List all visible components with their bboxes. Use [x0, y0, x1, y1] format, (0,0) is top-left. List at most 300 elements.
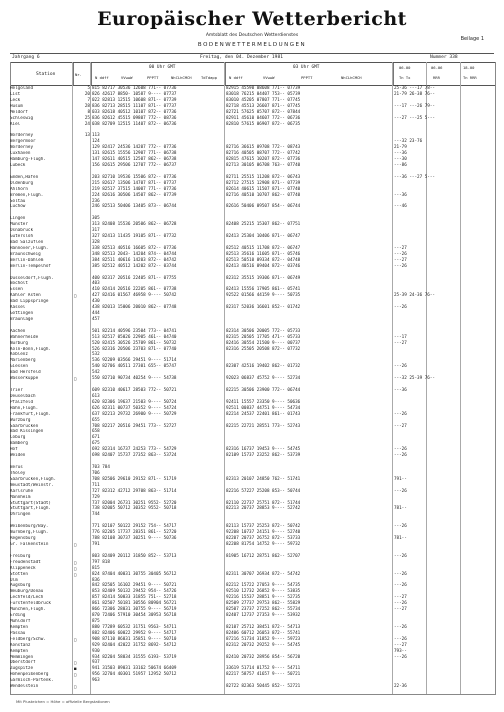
header-group-3b: 06-06 — [431, 65, 443, 70]
station-name: Mühldorf — [10, 618, 31, 624]
station-name: Feldberg/Schw. — [10, 636, 46, 642]
obs-00: 328 — [92, 239, 100, 245]
station-name: Würzburg — [10, 417, 31, 423]
station-name: Öhringen — [10, 512, 31, 518]
station-name: Garmisch-Partenk. — [10, 678, 54, 684]
station-name: Bamberg — [10, 441, 28, 447]
obs-00: 882 82406 60022 29952 9---- 54717 — [92, 630, 177, 636]
obs-00: 236 — [92, 198, 100, 204]
obs-03: 82915 45590 08608 771-- 07739 — [226, 86, 301, 91]
station-marker: □ — [74, 565, 77, 571]
obs-00: 744 — [92, 512, 100, 518]
obs-03: 92511 00837 44751 9---- 54734 — [226, 405, 301, 411]
obs-03: 82212 15722 27053 9---- 54735 — [226, 583, 301, 589]
obs-00: 711 — [92, 482, 100, 488]
station-name: Bad Hersfeld — [10, 370, 41, 376]
station-name: Gütersloh — [10, 234, 34, 240]
table-header — [10, 62, 496, 86]
obs-00: 937 — [92, 660, 100, 666]
station-name: Leck — [10, 97, 21, 103]
obs-00: 613 — [92, 393, 100, 399]
obs-extremes: 21-79 — [394, 145, 407, 151]
obs-00: 963 — [92, 678, 100, 684]
station-name: Husum — [10, 103, 23, 109]
station-marker: □ — [74, 672, 77, 678]
obs-00: 788 82108 30737 30251 9---- 50736 — [92, 536, 177, 542]
obs-03: 82214 24537 22401 861-- 01743 — [226, 411, 301, 417]
station-table — [10, 86, 494, 690]
obs-00: 692 82314 16737 24253 773-- 54729 — [92, 447, 177, 453]
obs-extremes: ---17 — [394, 334, 407, 340]
obs-extremes: ---27 ---25 5--- — [394, 115, 435, 121]
obs-00: 540 82706 40511 27301 655-- 05747 — [92, 364, 177, 370]
station-name: Braunschweig — [10, 251, 41, 257]
obs-00: 536 92209 03566 29451 9---- 51714 — [92, 358, 177, 364]
obs-03: 92411 15557 23350 9---- 50636 — [226, 399, 301, 405]
table-row — [10, 684, 494, 690]
obs-extremes: ---26 — [394, 583, 407, 589]
obs-extremes: ---26 — [394, 571, 407, 577]
station-name: Kahler Asten — [10, 293, 41, 299]
station-name: Bad Kissingen — [10, 429, 44, 435]
obs-03: 82216 57227 25208 853-- 50744 — [226, 488, 301, 494]
obs-03: 82810 57615 06907 872-- 06735 — [226, 121, 301, 127]
obs-03: 82317 52036 16601 852-- 01742 — [226, 305, 301, 311]
station-name: Wasserkuppe — [10, 376, 39, 382]
obs-extremes: 22-36 — [394, 684, 407, 690]
station-name: Bergermoor — [10, 139, 36, 145]
station-marker: □ — [74, 571, 77, 577]
obs-03: 82413 40516 09404 872-- 03746 — [226, 263, 301, 269]
obs-extremes: ---27 — [394, 423, 407, 429]
obs-00: 956 32704 40301 51957 12952 50712 — [92, 672, 177, 678]
station-name: Mannheim — [10, 494, 31, 500]
obs-03: 82316 16737 19453 9---- 54745 — [226, 447, 301, 453]
obs-extremes: 781-- — [394, 536, 407, 542]
station-marker: □ — [74, 684, 77, 690]
obs-00: 815 — [92, 565, 100, 571]
station-name: Bad Lippspringe — [10, 299, 49, 305]
obs-03: 87216 51734 31852 9---- 59723 — [226, 636, 301, 642]
obs-extremes: ---26 — [394, 553, 407, 559]
station-name: Neuburg/Donau — [10, 589, 44, 595]
obs-00: 203 82710 19536 15506 872-- 07736 — [92, 174, 177, 180]
station-name: Karlsruhe — [10, 488, 34, 494]
header-station: Station — [36, 72, 56, 77]
obs-00: 438 82013 15006 20010 862-- 07748 — [92, 305, 177, 311]
station-name: Göttingen — [10, 311, 34, 317]
datum: Freitag, den 04. Dezember 1981 — [200, 55, 283, 60]
station-name: Nürburg — [10, 340, 28, 346]
header-group-1: 00 Uhr GMT — [149, 65, 176, 70]
station-name: Berlin-Tempelhof — [10, 263, 51, 269]
obs-extremes: ---27 — [394, 642, 407, 648]
h3-c2: Tn RRR — [463, 75, 477, 80]
obs-extremes: ---26 — [394, 488, 407, 494]
obs-00: 246 82513 50406 13405 873-- 06744 — [92, 204, 177, 210]
station-name: Wendelstein — [10, 684, 39, 690]
station-marker: □ — [74, 660, 77, 666]
header-group-3c: 18-00 — [463, 65, 475, 70]
station-marker: □ — [74, 376, 77, 382]
obs-03: 82513 50510 09334 872-- 04748 — [226, 257, 301, 263]
section-title: BODENWETTERMELDUNGEN — [197, 42, 307, 48]
obs-00: 875 — [92, 618, 100, 624]
obs-03: 82512 40515 11708 872-- 06747 — [226, 245, 301, 251]
obs-00: 430 — [92, 299, 100, 305]
obs-03: 82616 50406 09507 854-- 06744 — [226, 204, 301, 210]
station-name: Aachen — [10, 328, 26, 334]
obs-00: 620 82306 19637 21503 9---- 50724 — [92, 399, 177, 405]
obs-00: 131 82615 15556 12907 771-- 06738 — [92, 151, 177, 157]
h1-c2: PPPTT — [147, 75, 159, 80]
obs-00: 384 82511 40616 14203 872-- 04742 — [92, 257, 177, 263]
station-name: Ahlhorn — [10, 186, 28, 192]
obs-03: 33619 51714 01752 9---- 54711 — [226, 666, 301, 672]
station-name: Augsburg — [10, 583, 31, 589]
obs-00: 038 82709 12515 11407 872-- 06736 — [92, 121, 177, 127]
obs-03: 92510 12732 26852 9---- 53835 — [226, 589, 301, 595]
obs-03: 92023 06837 45752 9---- 52734 — [226, 376, 301, 382]
station-name: Meldorf — [10, 109, 28, 115]
obs-00: 022 82813 12515 10608 871-- 07739 — [92, 97, 177, 103]
obs-00: 033 82618 40512 10107 872-- 07736 — [92, 109, 177, 115]
obs-00: 738 82005 50712 30352 9552- 50718 — [92, 506, 177, 512]
station-name: Berus — [10, 465, 23, 470]
station-name: Norderney — [10, 133, 34, 139]
station-name: Kempten — [10, 624, 28, 630]
obs-extremes: ---36 — [394, 192, 407, 198]
obs-00: 737 82004 26731 30251 9552- 52720 — [92, 500, 177, 506]
header-nr: Nr. — [75, 72, 82, 77]
obs-00: 224 82616 30506 14507 862-- 07739 — [92, 192, 177, 198]
station-name: Trier — [10, 388, 23, 394]
station-name: Passau — [10, 630, 26, 636]
station-name: Schleswig — [10, 115, 34, 121]
obs-extremes: ---26 — [394, 411, 407, 417]
station-name: Bad Salzuflen — [10, 239, 44, 245]
obs-00: 526 82316 20506 23703 871-- 07740 — [92, 346, 177, 352]
station-name: Marienberg — [10, 358, 36, 364]
obs-extremes: 791-- — [394, 476, 407, 482]
obs-03: 82312 35515 19306 871-- 06749 — [226, 275, 301, 281]
obs-03: 82716 40510 10707 862-- 07740 — [226, 192, 301, 198]
h3-c0: Tn Tx — [399, 75, 411, 80]
header-group-3a: 06-00 — [399, 65, 411, 70]
obs-03: 82722 82363 50445 852-- 52721 — [226, 684, 301, 690]
station-name: Emden,Hafen — [10, 174, 39, 180]
obs-00: 698 82407 15737 27352 863-- 53724 — [92, 453, 177, 459]
obs-03: 82110 22737 25751 872-- 51744 — [226, 500, 301, 506]
obs-00: 400 82317 20516 22405 871-- 07755 — [92, 275, 177, 281]
station-name: Hamburg-Flugh. — [10, 157, 46, 163]
obs-00: 313 82408 15536 20506 862-- 06728 — [92, 222, 177, 228]
obs-03: 82711 25515 11208 872-- 06743 — [226, 174, 301, 180]
obs-00: 658 — [92, 429, 100, 435]
obs-extremes: ---26 — [394, 447, 407, 453]
station-name: Lingen — [10, 216, 26, 222]
station-name: Coburg — [10, 435, 26, 441]
obs-03: 82207 20737 26752 872-- 53733 — [226, 536, 301, 542]
station-name: Gr. Falkenstein — [10, 541, 49, 547]
obs-03: 82113 15737 25253 872-- 50742 — [226, 524, 301, 530]
h1-c4: TdTdapp — [201, 75, 218, 80]
station-name: Tholey — [10, 470, 26, 476]
station-name: Cuxhaven — [10, 151, 31, 157]
obs-00: 866 72306 28031 30755 9---- 56719 — [92, 607, 177, 613]
nummer: Nummer 338 — [430, 55, 458, 60]
obs-00: 542 — [92, 370, 100, 376]
obs-03: 82413 25304 10406 871-- 06747 — [226, 234, 301, 240]
obs-00: 908 87110 86031 35851 9---- 50710 — [92, 636, 177, 642]
header-group-2: 03 Uhr GMT — [293, 65, 320, 70]
station-name: List — [10, 91, 21, 97]
obs-00: 836 — [92, 577, 100, 583]
obs-00: 147 82611 40515 12507 862-- 06738 — [92, 157, 177, 163]
station-name: Stuttgart(Stadt) — [10, 500, 51, 506]
station-number: 25 — [84, 115, 90, 121]
station-name: Lechfeld/Lech — [10, 595, 44, 601]
obs-extremes: ---26 — [394, 601, 407, 607]
obs-00: 513 82517 05026 22905 461-- 04740 — [92, 334, 177, 340]
station-name: Freudenstadt — [10, 559, 41, 565]
obs-00: 727 82312 42712 29708 863-- 51714 — [92, 488, 177, 494]
obs-03: 82208 81754 14752 9---- 59732 — [226, 541, 301, 547]
station-name: Essen — [10, 287, 23, 293]
station-name: Erding — [10, 613, 26, 619]
page-title: Europäischer Wetterbericht — [97, 8, 407, 30]
h2-c3: NhCLhCMCH — [341, 75, 362, 80]
obs-03: 82513 35616 11605 871-- 05746 — [226, 251, 301, 257]
obs-00: 219 82517 37515 14007 771-- 07736 — [92, 186, 177, 192]
obs-00: 671 — [92, 435, 100, 441]
station-number: 24 — [84, 121, 90, 127]
obs-extremes: ---30 — [394, 157, 407, 163]
beilage-label: Beilage 1 — [460, 36, 484, 42]
station-name: Nürnberg,Flugh. — [10, 530, 49, 536]
station-name: Klippeneck — [10, 565, 36, 571]
station-name: Berlin-Dahlem — [10, 257, 44, 263]
obs-00: 501 82214 40596 23504 773-- 04741 — [92, 328, 177, 334]
h1-c3: NhCLhCMCH — [171, 75, 192, 80]
station-name: Hof — [10, 447, 18, 453]
station-name: Helgoland — [10, 86, 34, 91]
station-name: Münster — [10, 222, 28, 228]
h2-c2: PPPTT — [301, 75, 313, 80]
obs-extremes: ---46 — [394, 204, 407, 210]
footnote: Mit Plusteichen = Höhe = offizielle Bergstationen — [16, 699, 110, 704]
station-name: Ulm — [10, 577, 18, 583]
obs-00: 934 82204 58034 31555 6193- 53719 — [92, 654, 177, 660]
obs-00: 327 82413 11435 19105 871-- 07732 — [92, 234, 177, 240]
obs-extremes: 25-39 24-36 76-- — [394, 293, 435, 299]
obs-00: 532 — [92, 352, 100, 358]
obs-03: 82509 27737 29753 862-- 55829 — [226, 601, 301, 607]
obs-extremes: ---26 — [394, 624, 407, 630]
obs-extremes: 781-- — [394, 506, 407, 512]
obs-extremes: ---27 — [394, 340, 407, 346]
obs-00: 338 82513 40516 16605 872-- 07736 — [92, 245, 177, 251]
station-name: Stötten — [10, 571, 28, 577]
obs-03: 83010 45205 07807 771-- 07745 — [226, 97, 301, 103]
station-name: Weiden — [10, 453, 26, 459]
station-name: Norderney — [10, 145, 34, 151]
station-name: Regensburg — [10, 536, 36, 542]
obs-00: 520 82415 30526 25709 861-- 50732 — [92, 340, 177, 346]
obs-00: 826 42617 8850- 10587 9---- 07737 — [92, 91, 177, 97]
obs-03: 92216 15537 28851 9---- 52735 — [226, 595, 301, 601]
obs-00: 842 82505 16102 29451 9---- 50721 — [92, 583, 177, 589]
obs-03: 82107 25712 38451 872-- 54713 — [226, 624, 301, 630]
obs-00: 124 — [92, 139, 100, 145]
obs-00: 836 82612 45515 09807 772-- 08736 — [92, 115, 177, 121]
station-name: Düsseldorf,Flugh. — [10, 275, 54, 281]
obs-00: 803 82409 20112 31850 852-- 53713 — [92, 553, 177, 559]
obs-00: 444 — [92, 311, 100, 317]
station-name: Osnabrück — [10, 228, 34, 234]
obs-00: 824 87404 40031 30755 30405 56712 — [92, 571, 177, 577]
obs-03: 82815 47615 10207 872-- 07736 — [226, 157, 301, 163]
station-name: Lübeck — [10, 162, 26, 168]
obs-00: 348 82513 2043- 14204 874-- 04744 — [92, 251, 177, 257]
station-number: 5 — [87, 86, 90, 91]
station-name: Wahnerheide — [10, 334, 39, 340]
obs-03: 82713 30105 06708 763-- 07740 — [226, 162, 301, 168]
obs-00: 708 82506 29610 29152 871-- 51719 — [92, 476, 177, 482]
h2-c0: N ddff — [229, 75, 243, 80]
station-marker: □ — [74, 559, 77, 565]
obs-03: 82507 23737 27252 862-- 55734 — [226, 607, 301, 613]
obs-extremes: ---17 ---26 79-- — [394, 103, 435, 109]
obs-00: 626 82311 00737 50352 9---- 54724 — [92, 405, 177, 411]
obs-extremes: ---26 — [394, 305, 407, 311]
obs-00: 129 82417 24536 14207 772-- 07736 — [92, 145, 177, 151]
jahrgang: Jahrgang 6 — [12, 55, 40, 60]
obs-03: 82215 22721 28551 773-- 52743 — [226, 423, 301, 429]
obs-00: 609 82310 40617 28503 772-- 50721 — [92, 388, 177, 394]
obs-00: 797 818 — [92, 559, 110, 565]
station-name: Bremen,Flugh. — [10, 192, 44, 198]
obs-00: 403 — [92, 281, 100, 287]
obs-extremes: ---32 23-76 — [394, 139, 423, 145]
station-name: Zugspitze — [10, 666, 34, 672]
obs-00: 930 — [92, 648, 100, 654]
obs-extremes: ---26 — [394, 251, 407, 257]
obs-00: 113 — [92, 133, 100, 139]
obs-00: 815 82717 30536 12608 771-- 07736 — [92, 86, 177, 91]
obs-00: 857 82414 50033 31855 751-- 52718 — [92, 595, 177, 601]
station-name: Freiburg — [10, 553, 31, 559]
obs-00: 791 — [92, 541, 100, 547]
obs-03: 82716 36615 09708 772-- 08743 — [226, 145, 301, 151]
obs-03: 82217 58757 41657 9---- 50721 — [226, 672, 301, 678]
obs-03: 82413 15556 17905 861-- 05741 — [226, 287, 301, 293]
obs-03: 82721 57625 05707 872-- 07844 — [226, 109, 301, 115]
obs-extremes: ---26 — [394, 654, 407, 660]
obs-00: 305 — [92, 216, 100, 222]
obs-extremes: ---27 — [394, 245, 407, 251]
obs-00: 853 82409 50132 29452 954-- 54726 — [92, 589, 177, 595]
obs-03: 82911 45610 04607 772-- 06736 — [226, 115, 301, 121]
obs-03: 82313 20107 24850 762-- 51741 — [226, 476, 301, 482]
page-subtitle: Amtsblatt des Deutschen Wetterdienstes — [205, 33, 299, 38]
obs-03: 83018 76215 04407 753-- 05739 — [226, 91, 301, 97]
station-name: Hannover,Flugh. — [10, 245, 49, 251]
obs-00: 317 — [92, 228, 100, 234]
station-name: Oldenburg — [10, 180, 34, 186]
station-name: Hohenpeißenberg — [10, 672, 49, 678]
obs-03: 82718 45513 26607 871-- 07745 — [226, 103, 301, 109]
station-marker: □ — [74, 636, 77, 642]
station-name: Saarbrücken,Flugh. — [10, 476, 57, 482]
obs-03: 82408 25215 15307 862-- 07751 — [226, 222, 301, 228]
station-name: Memmingen — [10, 654, 34, 660]
obs-extremes: ---36 — [394, 151, 407, 157]
obs-00: 870 72406 57910 30454 30953 56718 — [92, 613, 177, 619]
obs-00: 385 82512 40512 14202 872-- 03744 — [92, 263, 177, 269]
obs-extremes: ---36 ---27 5--- — [394, 174, 435, 180]
station-name: Konstanz — [10, 642, 31, 648]
obs-03: 81905 16712 28751 862-- 52707 — [226, 553, 301, 559]
obs-00: 457 — [92, 316, 100, 322]
station-marker: □ — [74, 541, 77, 547]
h3-c1: RRR — [433, 75, 440, 80]
obs-00: 410 82414 20516 22205 861-- 07738 — [92, 287, 177, 293]
obs-extremes: ---32 25-39 76-- — [394, 376, 435, 382]
obs-03: 82215 30506 23900 772-- 06744 — [226, 388, 301, 394]
obs-extremes: ---36 — [394, 388, 407, 394]
obs-00: 708 82217 20516 29451 773-- 52727 — [92, 423, 177, 429]
station-number: 13 — [84, 133, 90, 139]
station-name: Kempten — [10, 648, 28, 654]
obs-00: 941 31503 89031 33162 50674 66409 — [92, 666, 177, 672]
station-name: Weißenburg/Bay. — [10, 524, 49, 530]
obs-extremes: ---86 — [394, 162, 407, 168]
obs-00: 427 82416 01567 46958 9---- 50742 — [92, 293, 177, 299]
obs-03: 82716 40505 08707 772-- 07742 — [226, 151, 301, 157]
station-name: Fürstenfeldbruck — [10, 601, 51, 607]
obs-00: 215 82617 13506 14707 871-- 07737 — [92, 180, 177, 186]
station-name: Stuttgart,Flugh. — [10, 506, 51, 512]
station-name: Hahn,Flugh. — [10, 405, 39, 411]
station-name: Bocholt — [10, 281, 28, 287]
obs-00: 729 — [92, 494, 100, 500]
station-number: 8 — [87, 109, 90, 115]
obs-extremes: ---27 — [394, 595, 407, 601]
obs-00: 706 — [92, 470, 100, 476]
obs-extremes: ---27 — [394, 257, 407, 263]
obs-00: 703 784 — [92, 465, 110, 470]
obs-00: 771 82107 50122 29152 754-- 54717 — [92, 524, 177, 530]
obs-03: 82407 12737 27353 9---- 53932 — [226, 613, 301, 619]
obs-00: 655 — [92, 417, 100, 423]
obs-03: 82311 30707 26934 872-- 54742 — [226, 571, 301, 577]
obs-03: 82315 20505 17705 471-- 05733 — [226, 334, 301, 340]
obs-extremes: ---26 — [394, 636, 407, 642]
obs-03: 82307 42516 19402 862-- 01732 — [226, 364, 301, 370]
station-name: Giessen — [10, 364, 28, 370]
obs-00: 550 82710 90734 40254 9---- 54738 — [92, 376, 177, 382]
obs-00: 929 82404 42022 31752 8692- 54712 — [92, 642, 177, 648]
station-name: Koblenz — [10, 352, 28, 358]
station-name: Deuselbach — [10, 393, 36, 399]
station-name: Köln-Bonn,Flugh. — [10, 346, 51, 352]
station-number: 20 — [84, 91, 90, 97]
obs-03: 82213 20737 28853 9---- 52742 — [226, 506, 301, 512]
station-number: 28 — [84, 103, 90, 109]
obs-03: 82712 27515 12908 871-- 07739 — [226, 180, 301, 186]
h2-c1: VVwwW — [263, 75, 275, 80]
